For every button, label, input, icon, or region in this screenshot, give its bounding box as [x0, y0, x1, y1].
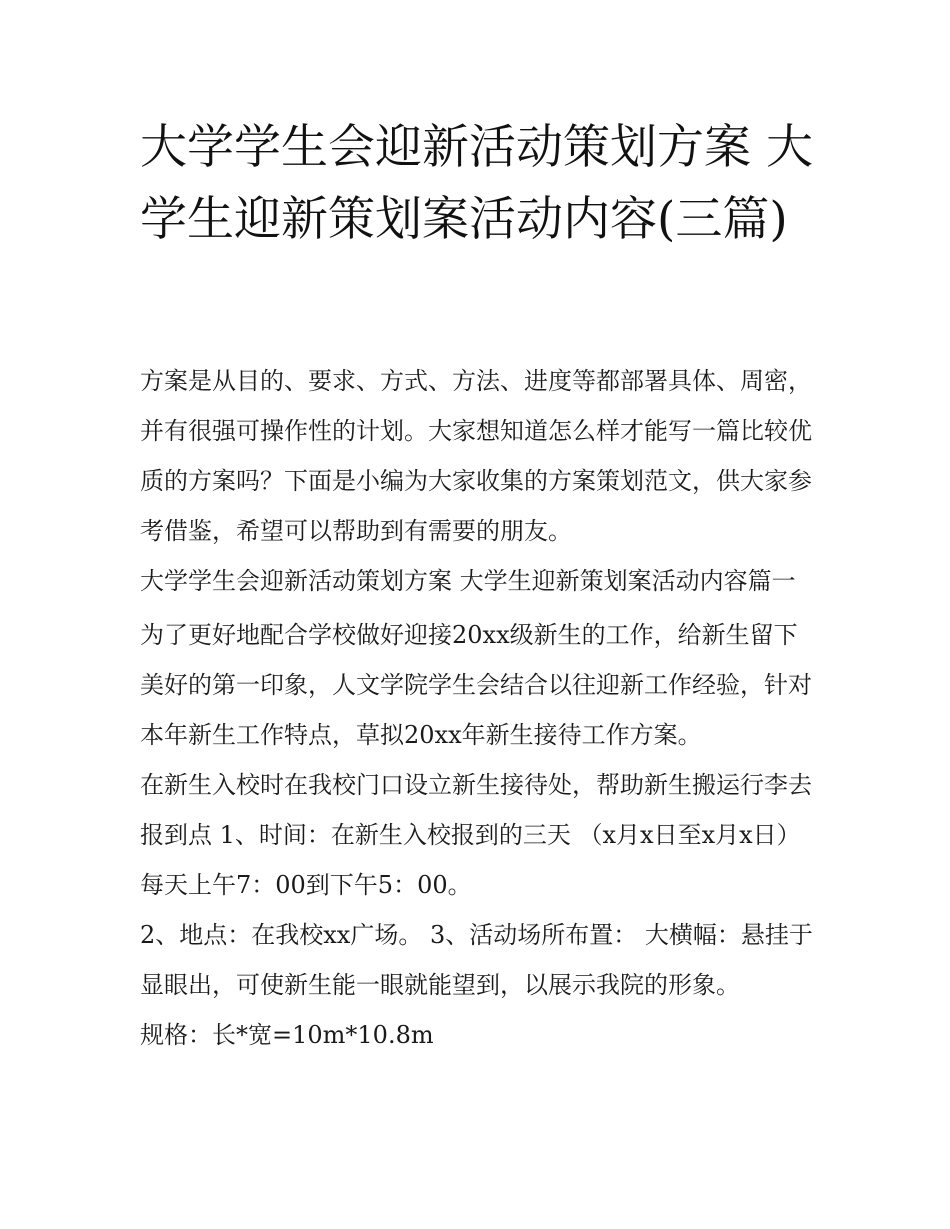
intro-paragraph: 方案是从目的、要求、方式、方法、进度等都部署具体、周密，并有很强可操作性的计划。大家想知道怎么样才能写一篇比较优质的方案吗？下面是小编为大家收集的方案策划范文，供大家参考借鉴，希望可以帮助到有需要的朋友。 [140, 367, 812, 545]
location-paragraph: 2、地点：在我校xx广场。 3、活动场所布置： 大横幅：悬挂于显眼出，可使新生能一眼就能望到，以展示我院的形象。 [140, 921, 813, 999]
spec-paragraph: 规格：长*宽=10m*10.8m [140, 1021, 434, 1049]
document-title: 大学学生会迎新活动策划方案 大学生迎新策划案活动内容(三篇) [140, 120, 813, 247]
section-heading: 大学学生会迎新活动策划方案 大学生迎新策划案活动内容篇一 [140, 567, 796, 595]
purpose-paragraph: 为了更好地配合学校做好迎接20xx级新生的工作，给新生留下美好的第一印象，人文学院学生会结合以往迎新工作经验，针对本年新生工作特点，草拟20xx年新生接待工作方案。 [140, 621, 812, 749]
document-body [140, 356, 820, 1060]
reception-paragraph: 在新生入校时在我校门口设立新生接待处，帮助新生搬运行李去报到点 1、时间：在新生入校报到的三天 （x月x日至x月x日）每天上午7：00到下午5：00。 [140, 771, 812, 899]
